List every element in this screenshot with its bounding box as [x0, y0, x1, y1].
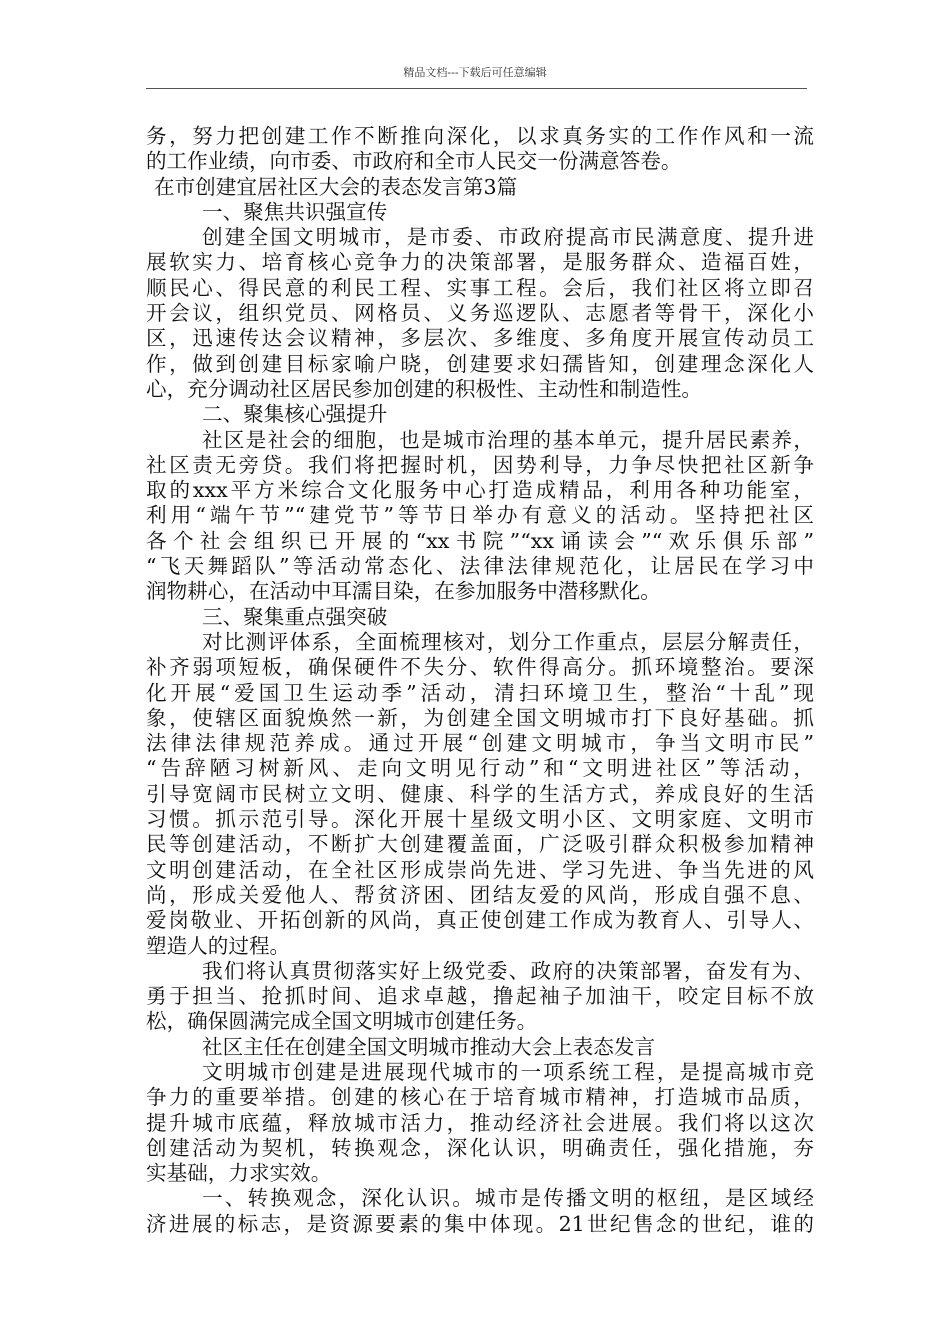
text-line: 社区责无旁贷。我们将把握时机，因势利导，力争尽快把社区新争: [146, 452, 814, 477]
text-line: 塑造人的过程。: [146, 933, 291, 958]
text-line: “飞天舞蹈队”等活动常态化、法律法律规范化，让居民在学习中: [146, 554, 814, 579]
page-header: 精品文档---下载后可任意编辑: [403, 66, 547, 79]
text-line: 文明城市创建是进展现代城市的一项系统工程，是提高城市竞: [202, 1059, 814, 1084]
text-line: 区，迅速传达会议精神，多层次、多维度、多角度开展宣传动员工: [146, 326, 814, 351]
text-line: 在市创建宜居社区大会的表态发言第3篇: [154, 174, 518, 199]
text-line: 习惯。抓示范引导。深化开展十星级文明小区、文明家庭、文明市: [146, 807, 814, 832]
text-line: 化开展“爱国卫生运动季”活动，清扫环境卫生，整治“十乱”现: [146, 680, 814, 705]
text-line: 爱岗敬业、开拓创新的风尚，真正使创建工作成为教育人、引导人、: [146, 908, 814, 933]
text-line: 顺民心、得民意的利民工程、实事工程。会后，我们社区将立即召: [146, 275, 814, 300]
text-line: 润物耕心，在活动中耳濡目染，在参加服务中潜移默化。: [146, 579, 661, 604]
text-line: 取的xxx平方米综合文化服务中心打造成精品，利用各种功能室，: [146, 478, 814, 503]
text-line: 对比测评体系，全面梳理核对，划分工作重点，层层分解责任，: [202, 629, 814, 654]
text-line: 勇于担当、抢抓时间、追求卓越，撸起袖子加油干，咬定目标不放: [146, 984, 814, 1009]
text-line: 一、转换观念，深化认识。城市是传播文明的枢纽，是区域经: [202, 1186, 814, 1211]
text-line: 引导宽阔市民树立文明、健康、科学的生活方式，养成良好的生活: [146, 781, 814, 806]
text-line: 务，努力把创建工作不断推向深化，以求真务实的工作作风和一流: [146, 124, 814, 148]
header-divider: [146, 88, 807, 89]
text-line: 提升城市底蕴，释放城市活力，推动经济社会进展。我们将以这次: [146, 1110, 814, 1135]
text-line: “告辞陋习树新风、走向文明见行动”和“文明进社区”等活动，: [146, 756, 814, 781]
text-line: 展软实力、培育核心竞争力的决策部署，是服务群众、造福百姓，: [146, 250, 814, 275]
text-line: 象，使辖区面貌焕然一新，为创建全国文明城市打下良好基础。抓: [146, 705, 814, 730]
text-line: 实基础，力求实效。: [146, 1161, 332, 1186]
text-line: 利用“端午节”“建党节”等节日举办有意义的活动。坚持把社区: [146, 503, 814, 528]
text-line: 社区主任在创建全国文明城市推动大会上表态发言: [202, 1034, 656, 1059]
text-line: 二、聚集核心强提升: [202, 402, 388, 427]
text-line: 创建全国文明城市，是市委、市政府提高市民满意度、提升进: [202, 225, 814, 250]
text-line: 心，充分调动社区居民参加创建的积极性、主动性和制造性。: [146, 376, 703, 401]
text-line: 开会议，组织党员、网格员、义务巡逻队、志愿者等骨干，深化小: [146, 301, 814, 326]
text-line: 三、聚集重点强突破: [202, 604, 388, 629]
text-line: 社区是社会的细胞，也是城市治理的基本单元，提升居民素养，: [202, 427, 814, 452]
text-line: 文明创建活动，在全社区形成崇尚先进、学习先进、争当先进的风: [146, 857, 814, 882]
text-line: 作，做到创建目标家喻户晓，创建要求妇孺皆知，创建理念深化人: [146, 351, 814, 376]
document-body: [146, 124, 814, 1237]
text-line: 法律法律规范养成。通过开展“创建文明城市，争当文明市民”: [146, 731, 814, 756]
text-line: 一、聚焦共识强宣传: [202, 199, 388, 224]
text-line: 尚，形成关爱他人、帮贫济困、团结友爱的风尚，形成自强不息、: [146, 882, 814, 907]
text-line: 补齐弱项短板，确保硬件不失分、软件得高分。抓环境整治。要深: [146, 655, 814, 680]
text-line: 我们将认真贯彻落实好上级党委、政府的决策部署，奋发有为、: [202, 958, 814, 983]
text-line: 各个社会组织已开展的“xx书院”“xx诵读会”“欢乐俱乐部”: [146, 528, 814, 553]
text-line: 民等创建活动，不断扩大创建覆盖面，广泛吸引群众积极参加精神: [146, 832, 814, 857]
text-line: 济进展的标志，是资源要素的集中体现。21世纪售念的世纪，谁的: [146, 1211, 814, 1236]
text-line: 松，确保圆满完成全国文明城市创建任务。: [146, 1009, 538, 1034]
text-line: 创建活动为契机，转换观念，深化认识，明确责任，强化措施，夯: [146, 1135, 814, 1160]
text-line: 争力的重要举措。创建的核心在于培育城市精神，打造城市品质，: [146, 1085, 814, 1110]
text-line: 的工作业绩，向市委、市政府和全市人民交一份满意答卷。: [146, 149, 682, 174]
